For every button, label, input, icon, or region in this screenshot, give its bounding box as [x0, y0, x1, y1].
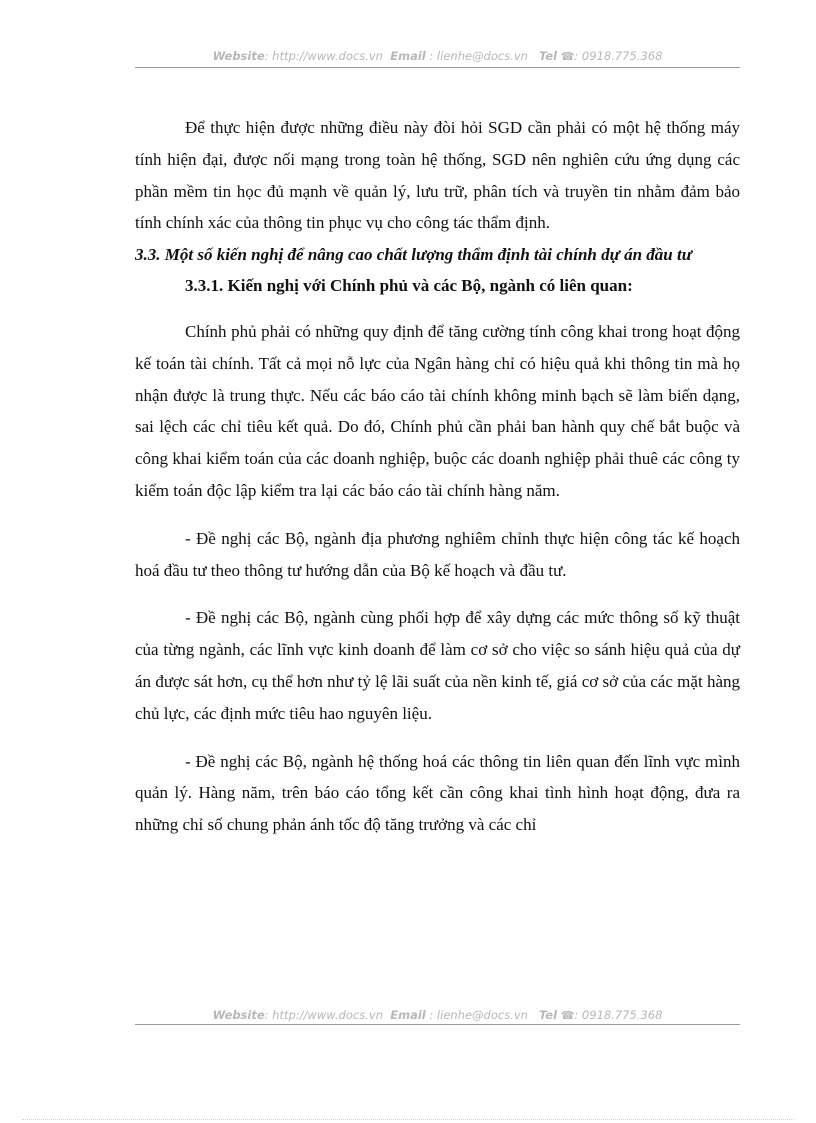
paragraph-4: - Đề nghị các Bộ, ngành cùng phối hợp để xây dựng các mức thông số kỹ thuật của từng ngành, các lĩnh vực kinh doanh để làm cơ sở cho việc so sánh hiệu quả của dự án được sát hơn, cụ thể hơn như tỷ lệ lãi suất của nền kinh tế, giá cơ sở của các mặt hàng chủ lực, các định mức tiêu hao nguyên liệu.	[135, 608, 740, 723]
footer-email-label: Email	[390, 1008, 426, 1022]
header-website-link[interactable]: : http://www.docs.vn	[264, 49, 383, 63]
footer-tel-label: Tel	[538, 1008, 558, 1022]
header-website-label: Website	[212, 49, 265, 63]
header-divider	[135, 67, 740, 68]
section-heading-3-3: 3.3. Một số kiến nghị để nâng cao chất lượng thẩm định tài chính dự án đầu tư	[135, 245, 692, 265]
header-tel-label: Tel	[538, 49, 558, 63]
footer-tel-value: : 0918.775.368	[574, 1008, 663, 1022]
phone-icon: ☎	[560, 50, 575, 63]
footer-email-link[interactable]: : lienhe@docs.vn	[429, 1008, 528, 1022]
phone-icon: ☎	[560, 1009, 575, 1022]
paragraph-2: Chính phủ phải có những quy định để tăng cường tính công khai trong hoạt động kế toán tài chính. Tất cả mọi nỗ lực của Ngân hàng chỉ có hiệu quả khi thông tin mà họ nhận được là trung thực. Nếu các báo cáo tài chính không minh bạch sẽ làm biến dạng, sai lệch các chỉ tiêu kết quả. Do đó, Chính phủ cần phải ban hành quy chế bắt buộc và công khai kiểm toán của các doanh nghiệp, buộc các doanh nghiệp phải thuê các công ty kiểm toán độc lập kiểm tra lại các báo cáo tài chính hàng năm.	[135, 321, 740, 500]
footer-divider	[135, 1024, 740, 1025]
footer-website-link[interactable]: : http://www.docs.vn	[264, 1008, 383, 1022]
header-email-label: Email	[390, 49, 426, 63]
footer-website-label: Website	[212, 1008, 265, 1022]
document-body	[135, 112, 740, 856]
paragraph-1: Để thực hiện được những điều này đòi hỏi SGD cần phải có một hệ thống máy tính hiện đại, được nối mạng trong toàn hệ thống, SGD nên nghiên cứu ứng dụng các phần mềm tin học đủ mạnh về quản lý, lưu trữ, phân tích và truyền tin nhằm đảm bảo tính chính xác của thông tin phục vụ cho công tác thẩm định.	[135, 118, 740, 233]
page-header	[135, 49, 740, 63]
paragraph-3: - Đề nghị các Bộ, ngành địa phương nghiêm chỉnh thực hiện công tác kế hoạch hoá đầu tư theo thông tư hướng dẫn của Bộ kế hoạch và đầu tư.	[135, 528, 740, 580]
page-edge-divider	[22, 1119, 794, 1120]
header-email-link[interactable]: : lienhe@docs.vn	[429, 49, 528, 63]
page-footer	[135, 1008, 740, 1022]
header-tel-value: : 0918.775.368	[574, 49, 663, 63]
subsection-heading-3-3-1: 3.3.1. Kiến nghị với Chính phủ và các Bộ, ngành có liên quan:	[185, 276, 633, 296]
paragraph-5: - Đề nghị các Bộ, ngành hệ thống hoá các thông tin liên quan đến lĩnh vực mình quản lý. Hàng năm, trên báo cáo tổng kết cần công khai tình hình hoạt động, đưa ra những chỉ số chung phản ánh tốc độ tăng trưởng và các chỉ	[135, 751, 740, 835]
